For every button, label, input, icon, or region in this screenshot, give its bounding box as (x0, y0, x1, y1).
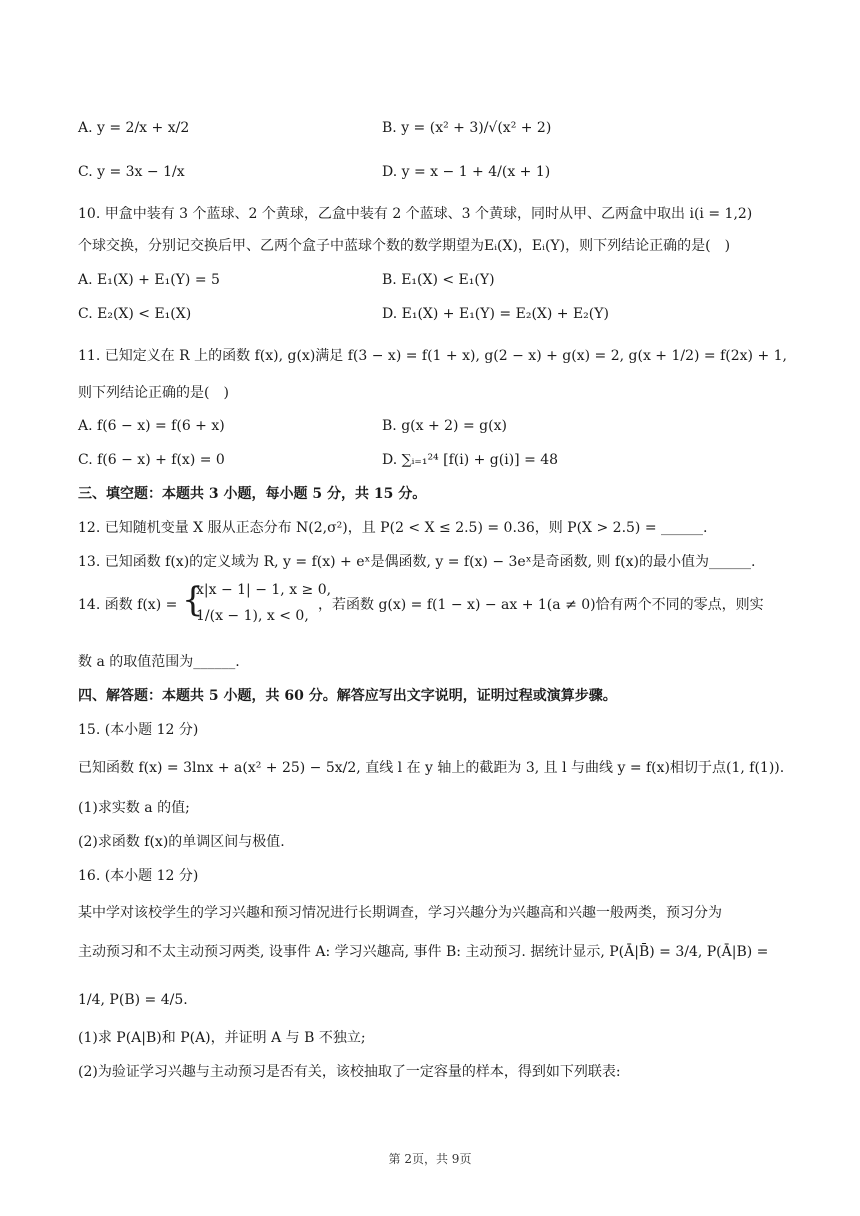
q11-option-d: D. ∑ᵢ₌₁²⁴ [f(i) + g(i)] = 48 (382, 452, 559, 468)
q11-stem-line1: 11. 已知定义在 R 上的函数 f(x), g(x)满足 f(3 − x) = f(1 + x), g(2 − x) + g(x) = 2, g(x + 1/2) = f(2x) + 1, (78, 348, 787, 364)
q16-stem-line2: 主动预习和不太主动预习两类, 设事件 A: 学习兴趣高, 事件 B: 主动预习. 据统计显示, P(Ā|B̄) = 3/4, P(Ā|B) = (78, 944, 769, 960)
q16-stem-line3: 1/4, P(B) = 4/5. (78, 992, 188, 1008)
q10-option-a: A. E₁(X) + E₁(Y) = 5 (78, 272, 220, 288)
section4-title: 四、解答题：本题共 5 小题，共 60 分。解答应写出文字说明，证明过程或演算步骤。 (78, 688, 617, 704)
q16-header: 16. (本小题 12 分) (78, 868, 199, 884)
q14-prefix: 14. 函数 f(x) = (78, 597, 178, 613)
q15-part2: (2)求函数 f(x)的单调区间与极值. (78, 834, 285, 850)
page-footer: 第 2页，共 9页 (388, 1152, 472, 1166)
q12-text: 12. 已知随机变量 X 服从正态分布 N(2,σ²)，且 P(2 < X ≤ 2.5) = 0.36，则 P(X > 2.5) = ______. (78, 520, 708, 536)
q13-text: 13. 已知函数 f(x)的定义域为 R, y = f(x) + eˣ是偶函数, y = f(x) − 3eˣ是奇函数, 则 f(x)的最小值为______. (78, 554, 756, 570)
q15-part1: (1)求实数 a 的值; (78, 800, 190, 816)
q15-header: 15. (本小题 12 分) (78, 722, 199, 738)
q9-option-b: B. y = (x² + 3)/√(x² + 2) (382, 120, 552, 136)
q11-option-b: B. g(x + 2) = g(x) (382, 418, 507, 434)
q14-line2: 数 a 的取值范围为______. (78, 654, 240, 670)
q9-option-c: C. y = 3x − 1/x (78, 164, 185, 180)
q10-option-b: B. E₁(X) < E₁(Y) (382, 272, 495, 288)
q15-stem: 已知函数 f(x) = 3lnx + a(x² + 25) − 5x/2, 直线 l 在 y 轴上的截距为 3, 且 l 与曲线 y = f(x)相切于点(1, f(1)). (78, 760, 785, 776)
section3-title: 三、填空题：本题共 3 小题，每小题 5 分，共 15 分。 (78, 486, 427, 502)
q11-stem-line2: 则下列结论正确的是( ) (78, 385, 229, 401)
q10-stem-line1: 10. 甲盒中装有 3 个蓝球、2 个黄球，乙盒中装有 2 个蓝球、3 个黄球，同时从甲、乙两盒中取出 i(i = 1,2) (78, 206, 753, 222)
q16-stem-line1: 某中学对该校学生的学习兴趣和预习情况进行长期调查，学习兴趣分为兴趣高和兴趣一般两类，预习分为 (78, 905, 722, 921)
q14-brace: { (182, 580, 204, 620)
q10-stem-line2: 个球交换，分别记交换后甲、乙两个盒子中蓝球个数的数学期望为Eᵢ(X)，Eᵢ(Y)，则下列结论正确的是( ) (78, 238, 731, 254)
q10-option-c: C. E₂(X) < E₁(X) (78, 306, 192, 322)
q9-option-d: D. y = x − 1 + 4/(x + 1) (382, 164, 551, 180)
q14-suffix: ，若函数 g(x) = f(1 − x) − ax + 1(a ≠ 0)恰有两个不同的零点，则实 (318, 597, 764, 613)
q14-case1: x|x − 1| − 1, x ≥ 0, (196, 582, 332, 598)
q16-part1: (1)求 P(A|B)和 P(A)，并证明 A 与 B 不独立; (78, 1030, 366, 1046)
q16-part2: (2)为验证学习兴趣与主动预习是否有关，该校抽取了一定容量的样本，得到如下列联表: (78, 1064, 621, 1080)
q9-option-a: A. y = 2/x + x/2 (78, 120, 190, 136)
q11-option-c: C. f(6 − x) + f(x) = 0 (78, 452, 225, 468)
q11-option-a: A. f(6 − x) = f(6 + x) (78, 418, 225, 434)
q10-option-d: D. E₁(X) + E₁(Y) = E₂(X) + E₂(Y) (382, 306, 609, 322)
q14-case2: 1/(x − 1), x < 0, (196, 608, 309, 624)
